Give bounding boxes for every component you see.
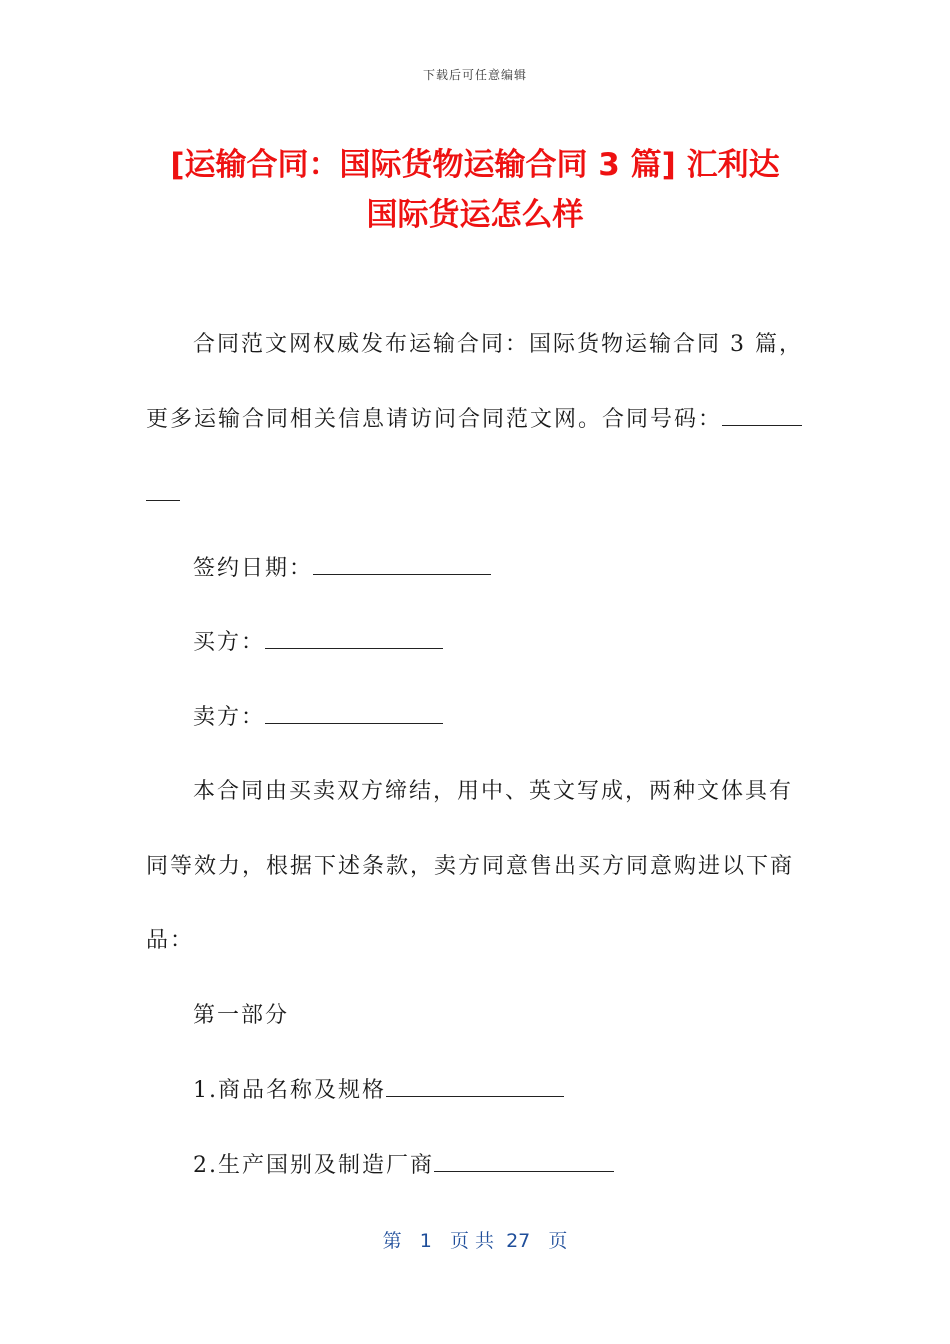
buyer-line xyxy=(193,628,853,658)
clause-paragraph-line-1 xyxy=(193,777,853,807)
title-line-1: [运输合同：国际货物运输合同 3 篇] 汇利达 xyxy=(170,147,780,183)
intro-paragraph-line-1 xyxy=(193,330,853,360)
intro-paragraph-line-2 xyxy=(146,405,806,435)
part-label: 第一部分 xyxy=(193,1003,290,1028)
sign-date-label: 签约日期： xyxy=(193,556,314,581)
item-1-blank xyxy=(386,1076,564,1097)
seller-blank xyxy=(265,703,443,724)
item-2-blank xyxy=(434,1151,614,1172)
page-total: 27 xyxy=(506,1230,531,1252)
page-suffix: 页 xyxy=(548,1230,568,1252)
intro-line-1-text: 合同范文网权威发布运输合同：国际货物运输合同 3 篇， xyxy=(193,332,803,357)
clause-line-3-text: 品： xyxy=(146,928,195,953)
contract-number-blank xyxy=(722,405,802,426)
contract-number-blank-tail xyxy=(146,480,180,501)
document-title xyxy=(110,140,840,240)
item-1-label: 1.商品名称及规格 xyxy=(193,1078,386,1103)
buyer-label: 买方： xyxy=(193,630,266,655)
header-note: 下载后可任意编辑 xyxy=(422,68,527,82)
item-2-line xyxy=(193,1151,853,1181)
intro-line-2-text: 更多运输合同相关信息请访问合同范文网。合同号码： xyxy=(146,407,723,432)
seller-label: 卖方： xyxy=(193,705,266,730)
contract-number-blank-continued xyxy=(146,480,806,510)
part-one-heading xyxy=(193,1001,853,1031)
clause-line-2-text: 同等效力，根据下述条款，卖方同意售出买方同意购进以下商 xyxy=(146,854,795,879)
clause-paragraph-line-3 xyxy=(146,926,806,956)
sign-date-blank xyxy=(313,554,491,575)
page-middle: 页 共 xyxy=(449,1230,494,1252)
item-2-label: 2.生产国别及制造厂商 xyxy=(193,1153,434,1178)
seller-line xyxy=(193,703,853,733)
sign-date-line xyxy=(193,554,853,584)
page-number: 1 xyxy=(419,1230,432,1252)
clause-paragraph-line-2 xyxy=(146,852,806,882)
page-prefix: 第 xyxy=(382,1230,402,1252)
title-line-2: 国际货运怎么样 xyxy=(366,197,584,233)
clause-line-1-text: 本合同由买卖双方缔结，用中、英文写成，两种文体具有 xyxy=(193,779,794,804)
buyer-blank xyxy=(265,628,443,649)
page-footer xyxy=(0,1226,950,1253)
item-1-line xyxy=(193,1076,853,1106)
